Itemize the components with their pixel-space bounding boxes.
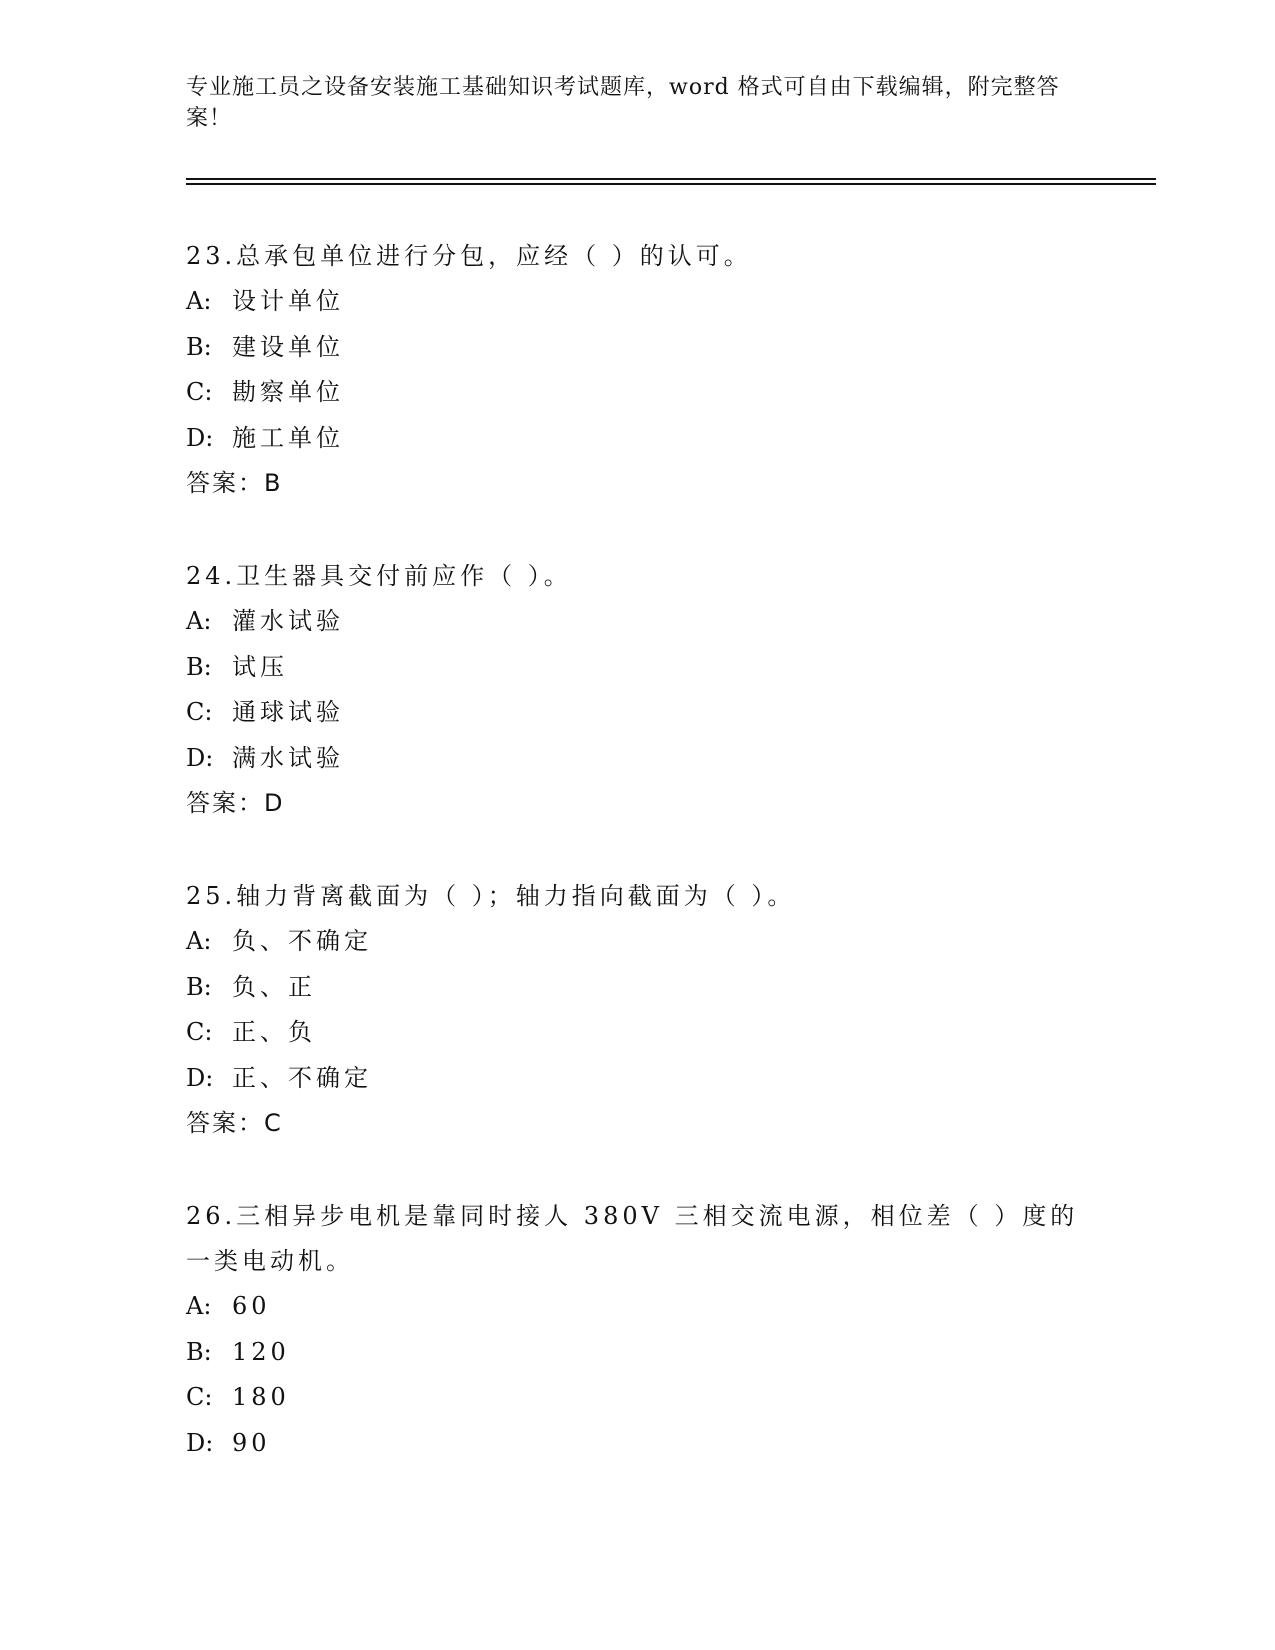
document-header: 专业施工员之设备安装施工基础知识考试题库，word 格式可自由下载编辑，附完整答案！ [186, 75, 1060, 131]
question-stem: 23.总承包单位进行分包，应经（ ）的认可。 [186, 242, 752, 270]
option-text: 60 [232, 1292, 271, 1320]
option-c [186, 1010, 1086, 1056]
option-c [186, 370, 1086, 416]
option-key: C: [186, 1383, 213, 1411]
question-stem: 25.轴力背离截面为（ ）；轴力指向截面为（ ）。 [186, 882, 796, 910]
option-text: 满水试验 [232, 743, 344, 772]
option-text: 施工单位 [232, 423, 344, 452]
question-26 [186, 1194, 1086, 1466]
option-text: 90 [232, 1428, 271, 1457]
option-b [186, 645, 1086, 691]
answer-line: 答案：C [186, 1109, 283, 1137]
question-25 [186, 874, 1086, 1147]
option-d [186, 1056, 1086, 1102]
option-text: 勘察单位 [232, 378, 344, 406]
option-key: A: [186, 927, 212, 955]
option-text: 建设单位 [232, 332, 344, 361]
option-key: C: [186, 378, 213, 406]
option-key: D: [186, 1428, 214, 1457]
option-a [186, 919, 1086, 965]
option-key: B: [186, 1337, 212, 1366]
option-d [186, 736, 1086, 782]
option-key: B: [186, 332, 212, 361]
option-text: 负、不确定 [232, 927, 372, 955]
option-a [186, 599, 1086, 645]
question-stem: 26.三相异步电机是靠同时接人 380V 三相交流电源，相位差（ ）度的一类电动机。 [186, 1202, 1079, 1275]
answer-line: 答案：D [186, 789, 285, 817]
option-b [186, 965, 1086, 1011]
option-key: A: [186, 1292, 212, 1320]
question-23 [186, 234, 1086, 507]
option-key: C: [186, 698, 213, 726]
option-key: B: [186, 972, 212, 1001]
header-rule-bottom [186, 183, 1156, 185]
option-text: 试压 [232, 652, 288, 681]
option-text: 负、正 [232, 972, 316, 1001]
option-text: 正、负 [232, 1018, 316, 1046]
option-text: 设计单位 [232, 287, 344, 315]
option-a [186, 1284, 1086, 1330]
option-key: D: [186, 743, 214, 772]
option-b [186, 325, 1086, 371]
answer-line: 答案：B [186, 469, 283, 497]
option-text: 正、不确定 [232, 1063, 372, 1092]
option-text: 180 [232, 1383, 290, 1411]
option-text: 120 [232, 1337, 290, 1366]
option-d [186, 416, 1086, 462]
option-text: 灌水试验 [232, 607, 344, 635]
option-key: C: [186, 1018, 213, 1046]
header-rule-top [186, 178, 1156, 180]
option-key: A: [186, 287, 212, 315]
option-a [186, 279, 1086, 325]
option-key: B: [186, 652, 212, 681]
option-key: A: [186, 607, 212, 635]
option-b [186, 1330, 1086, 1376]
option-c [186, 1375, 1086, 1421]
option-text: 通球试验 [232, 698, 344, 726]
option-key: D: [186, 423, 214, 452]
option-c [186, 690, 1086, 736]
option-d [186, 1421, 1086, 1467]
question-24 [186, 554, 1086, 827]
option-key: D: [186, 1063, 214, 1092]
question-stem: 24.卫生器具交付前应作（ ）。 [186, 562, 572, 590]
